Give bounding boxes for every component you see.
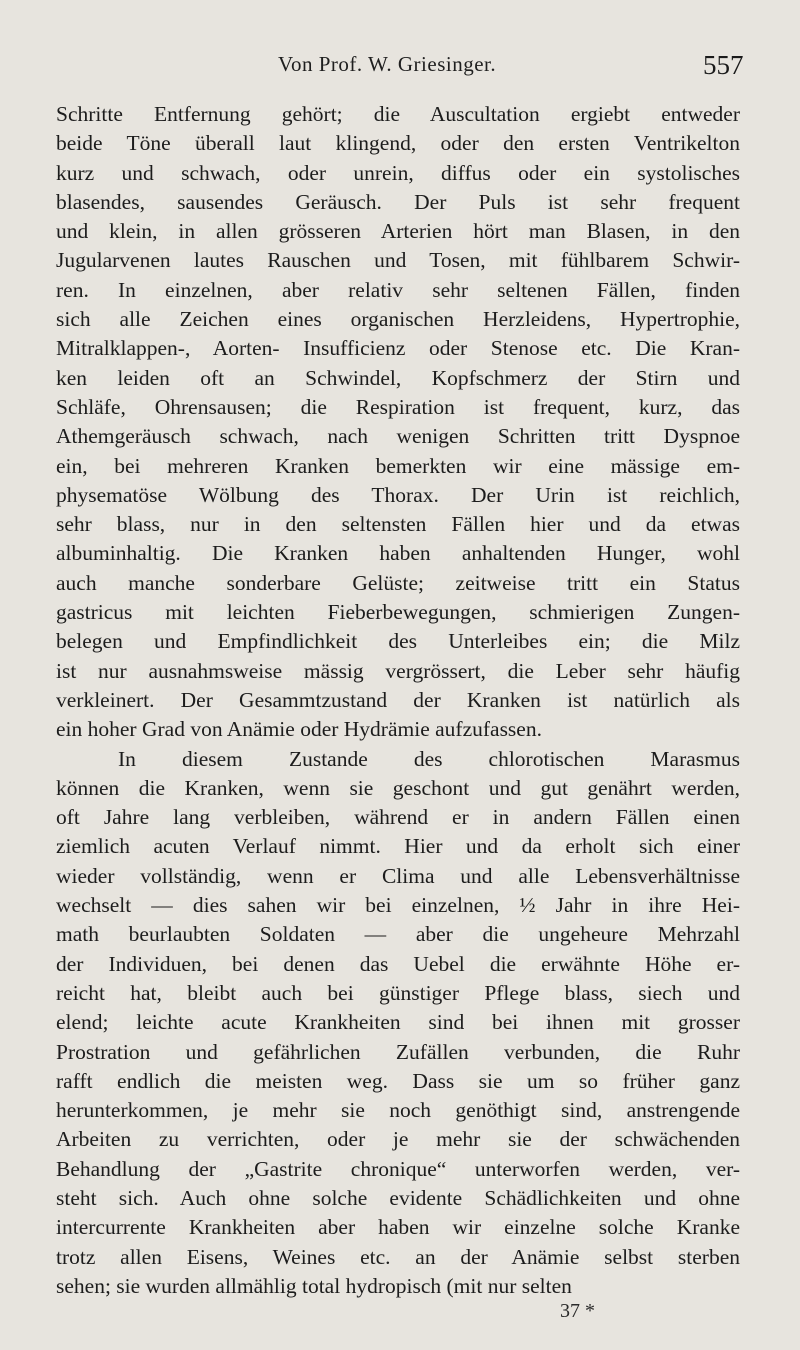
- text-line: wieder vollständig, wenn er Clima und alle Lebensverhältnisse: [56, 863, 740, 888]
- text-line: ein, bei mehreren Kranken bemerkten wir eine mässige em-: [56, 453, 740, 478]
- text-line: ist nur ausnahmsweise mässig vergrössert, die Leber sehr häufig: [56, 658, 740, 683]
- text-line: Prostration und gefährlichen Zufällen verbunden, die Ruhr: [56, 1039, 740, 1064]
- text-line: reicht hat, bleibt auch bei günstiger Pflege blass, siech und: [56, 980, 740, 1005]
- text-line: der Individuen, bei denen das Uebel die erwähnte Höhe er-: [56, 951, 740, 976]
- text-line: elend; leichte acute Krankheiten sind bei ihnen mit grosser: [56, 1010, 740, 1035]
- text-line: sehr blass, nur in den seltensten Fällen hier und da etwas: [56, 512, 740, 537]
- text-line: sehen; sie wurden allmählig total hydropisch (mit nur selten: [56, 1273, 572, 1298]
- text-line: Behandlung der „Gastrite chronique“ unterworfen werden, ver-: [56, 1156, 740, 1181]
- text-line: und klein, in allen grösseren Arterien hört man Blasen, in den: [56, 219, 740, 244]
- text-line: Schritte Entfernung gehört; die Auscultation ergiebt entweder: [56, 102, 740, 126]
- page-number: 557: [703, 50, 744, 80]
- text-line: belegen und Empfindlichkeit des Unterleibes ein; die Milz: [56, 629, 740, 654]
- text-line: albuminhaltig. Die Kranken haben anhaltenden Hunger, wohl: [56, 541, 740, 566]
- running-head: Von Prof. W. Griesinger.: [278, 52, 497, 76]
- text-line: intercurrente Krankheiten aber haben wir einzelne solche Kranke: [56, 1215, 740, 1240]
- text-line: oft Jahre lang verbleiben, während er in andern Fällen einen: [56, 805, 740, 830]
- text-line: ken leiden oft an Schwindel, Kopfschmerz der Stirn und: [56, 365, 740, 390]
- text-line: rafft endlich die meisten weg. Dass sie um so früher ganz: [56, 1068, 740, 1093]
- text-line: können die Kranken, wenn sie geschont und gut genährt werden,: [56, 775, 740, 800]
- text-line: kurz und schwach, oder unrein, diffus oder ein systolisches: [56, 160, 740, 185]
- text-line: Athemgeräusch schwach, nach wenigen Schritten tritt Dyspnoe: [56, 424, 740, 449]
- text-line: blasendes, sausendes Geräusch. Der Puls ist sehr frequent: [56, 189, 740, 214]
- text-line: Schläfe, Ohrensausen; die Respiration ist frequent, kurz, das: [56, 394, 740, 419]
- body-text: [56, 100, 740, 1301]
- text-line: trotz allen Eisens, Weines etc. an der Anämie selbst sterben: [56, 1244, 740, 1269]
- text-line: Mitralklappen-, Aorten- Insufficienz oder Stenose etc. Die Kran-: [56, 336, 740, 361]
- text-line: physematöse Wölbung des Thorax. Der Urin ist reichlich,: [56, 482, 740, 507]
- text-line: In diesem Zustande des chlorotischen Marasmus: [118, 746, 740, 771]
- page-header: [0, 50, 800, 84]
- text-line: Arbeiten zu verrichten, oder je mehr sie der schwächenden: [56, 1127, 740, 1152]
- text-line: ziemlich acuten Verlauf nimmt. Hier und da erholt sich einer: [56, 834, 740, 859]
- text-line: auch manche sonderbare Gelüste; zeitweise tritt ein Status: [56, 570, 740, 595]
- text-line: math beurlaubten Soldaten — aber die ungeheure Mehrzahl: [56, 922, 740, 947]
- text-line: Jugularvenen lautes Rauschen und Tosen, mit fühlbarem Schwir-: [56, 248, 740, 273]
- text-line: wechselt — dies sahen wir bei einzelnen, ½ Jahr in ihre Hei-: [56, 893, 740, 918]
- text-line: sich alle Zeichen eines organischen Herzleidens, Hypertrophie,: [56, 307, 740, 332]
- text-line: herunterkommen, je mehr sie noch genöthigt sind, anstrengende: [56, 1098, 740, 1123]
- text-line: gastricus mit leichten Fieberbewegungen, schmierigen Zungen-: [56, 600, 740, 625]
- text-line: beide Töne überall laut klingend, oder den ersten Ventrikelton: [56, 131, 740, 156]
- text-line: ein hoher Grad von Anämie oder Hydrämie aufzufassen.: [56, 717, 542, 742]
- text-line: ren. In einzelnen, aber relativ sehr seltenen Fällen, finden: [56, 277, 740, 302]
- text-line: verkleinert. Der Gesammtzustand der Kranken ist natürlich als: [56, 687, 740, 712]
- text-line: steht sich. Auch ohne solche evidente Schädlichkeiten und ohne: [56, 1185, 740, 1210]
- signature-mark: 37 *: [560, 1300, 595, 1322]
